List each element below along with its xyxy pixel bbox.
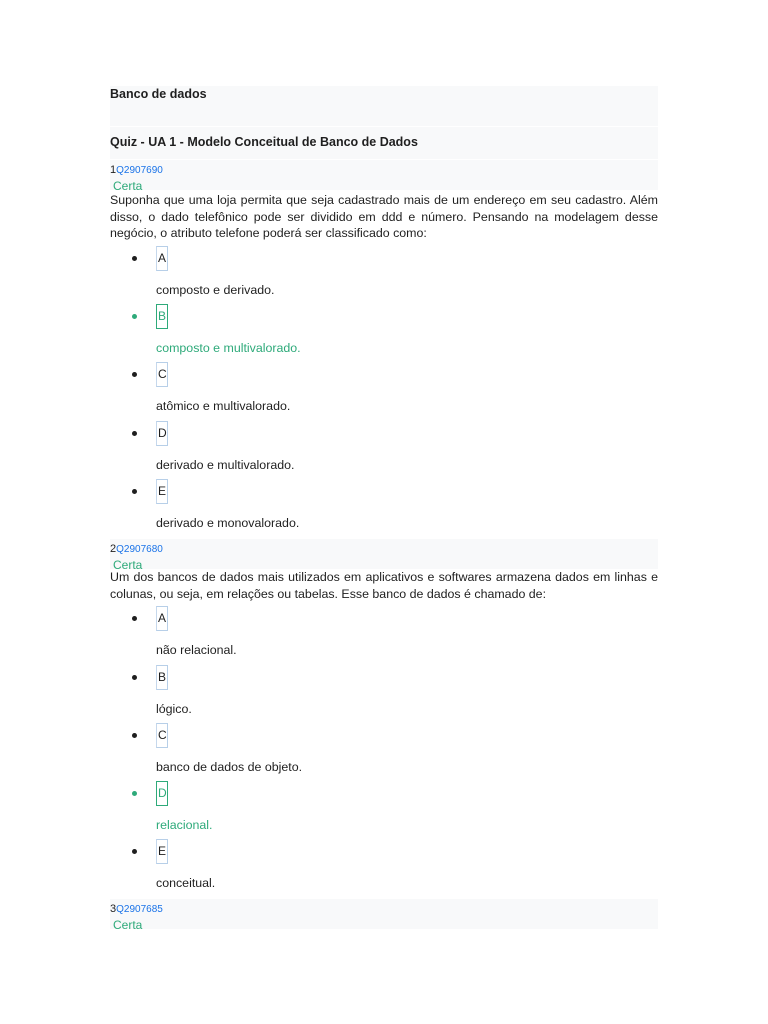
bullet-icon [132,314,137,319]
bullet-icon [132,616,137,621]
question-number: 3 [110,903,117,915]
bullet-icon [132,372,137,377]
option-letter: E [156,839,168,864]
question-status: Certa [113,918,143,932]
bullet-icon [132,733,137,738]
option-e[interactable] [110,843,658,901]
option-e[interactable] [110,483,658,541]
question-id-link[interactable]: Q2907680 [116,544,163,555]
question-header [110,899,658,932]
bullet-icon [132,256,137,261]
question-id-link[interactable]: Q2907685 [116,904,163,915]
option-a[interactable] [110,610,658,668]
question-number: 2 [110,543,117,555]
quiz-title: Quiz - UA 1 - Modelo Conceitual de Banco de Dados [110,127,658,159]
option-text: composto e multivalorado. [156,341,301,355]
option-c[interactable] [110,727,658,785]
option-a[interactable] [110,250,658,308]
question-number: 1 [110,164,117,176]
option-c[interactable] [110,366,658,424]
option-text: atômico e multivalorado. [156,399,291,413]
option-d[interactable] [110,425,658,483]
bullet-icon [132,675,137,680]
option-letter: B [156,665,168,690]
option-text: conceitual. [156,876,216,890]
question-status: Certa [113,179,143,193]
question-text: Um dos bancos de dados mais utilizados em aplicativos e softwares armazena dados em linhas e colunas, ou seja, em relações ou tabelas. Esse banco de dados é chamado de: [110,570,658,601]
option-letter: A [156,606,168,631]
option-text: derivado e monovalorado. [156,516,300,530]
question-header [110,539,658,572]
option-text: composto e derivado. [156,283,275,297]
course-title: Banco de dados [110,86,658,126]
option-text: não relacional. [156,643,237,657]
option-b[interactable] [110,669,658,727]
option-text: relacional. [156,818,213,832]
option-d[interactable] [110,785,658,843]
option-text: banco de dados de objeto. [156,760,303,774]
question-header [110,160,658,193]
option-letter: D [156,781,168,806]
question-status: Certa [113,558,143,572]
option-letter: A [156,246,168,271]
option-letter: D [156,421,168,446]
option-text: derivado e multivalorado. [156,458,295,472]
option-letter: B [156,304,168,329]
question-id-link[interactable]: Q2907690 [116,165,163,176]
bullet-icon [132,791,137,796]
option-letter: E [156,479,168,504]
option-text: lógico. [156,702,192,716]
bullet-icon [132,431,137,436]
question-text: Suponha que uma loja permita que seja cadastrado mais de um endereço em seu cadastro. Além disso, o dado telefônico pode ser dividido em ddd e número. Pensando na modelagem desse negócio, o atributo telefone poderá ser classificado como: [110,193,658,240]
option-letter: C [156,723,168,748]
bullet-icon [132,489,137,494]
option-b[interactable] [110,308,658,366]
bullet-icon [132,849,137,854]
option-letter: C [156,362,168,387]
